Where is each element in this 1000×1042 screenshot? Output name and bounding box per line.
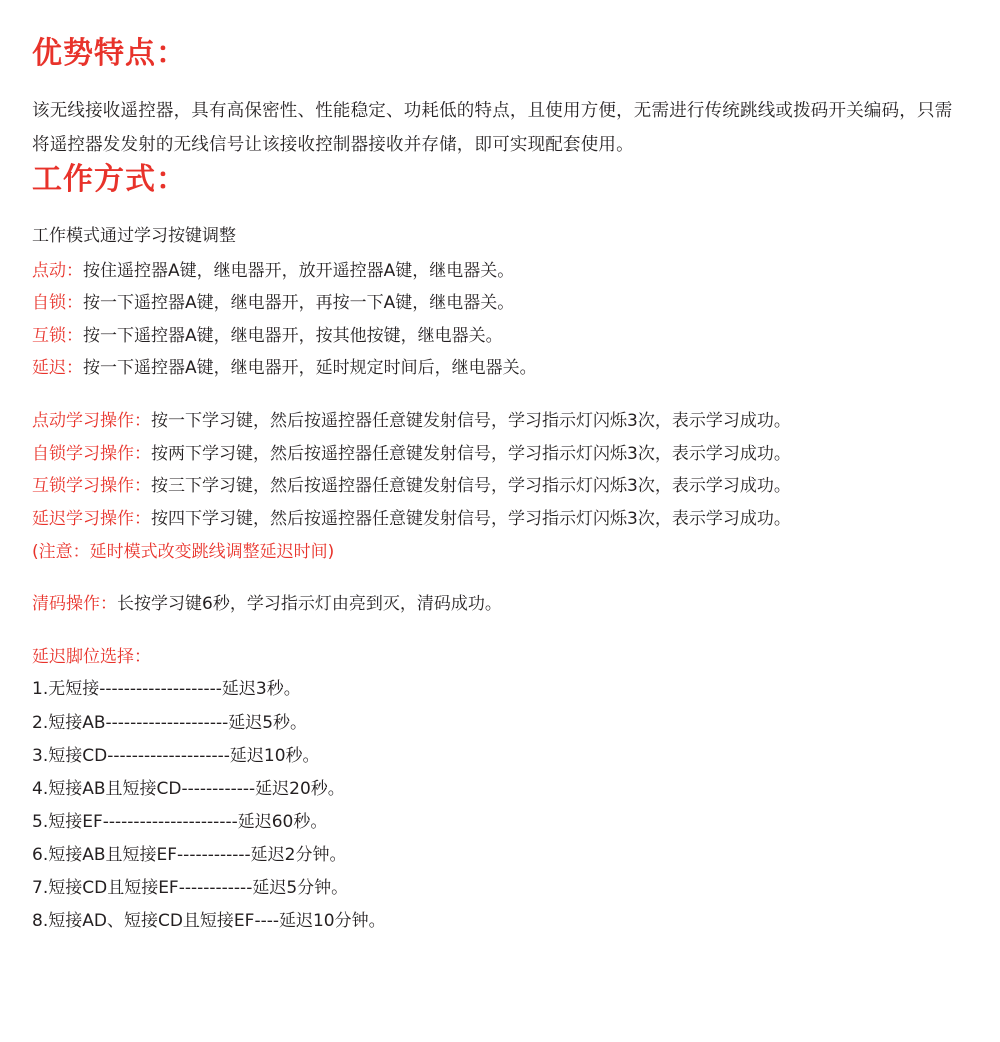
- pin-name: 短接CD且短接EF: [48, 878, 179, 899]
- learning-operation-text: 按四下学习键，然后按遥控器任意键发射信号，学习指示灯闪烁3次，表示学习成功。: [151, 508, 791, 529]
- pin-name: 短接CD: [48, 745, 108, 766]
- clear-code-operation: [32, 588, 968, 621]
- learning-operation-label: 自锁学习操作：: [32, 443, 151, 464]
- mode-item: [32, 287, 968, 320]
- learning-operation-label: 互锁学习操作：: [32, 476, 151, 497]
- pin-name: 短接AD、短接CD且短接EF: [48, 911, 255, 932]
- learning-operation-text: 按两下学习键，然后按遥控器任意键发射信号，学习指示灯闪烁3次，表示学习成功。: [151, 443, 791, 464]
- advantages-section-title: 优势特点：: [32, 36, 187, 71]
- mode-text: 按一下遥控器A键，继电器开，再按一下A键，继电器关。: [83, 293, 515, 314]
- pin-dashes: ------------: [178, 878, 253, 899]
- pin-result: 延迟3秒。: [221, 679, 301, 700]
- mode-text: 按一下遥控器A键，继电器开，延时规定时间后，继电器关。: [83, 358, 537, 379]
- mode-label: 互锁：: [32, 325, 83, 346]
- pin-result: 延迟2分钟。: [250, 845, 347, 866]
- working-mode-intro: 工作模式通过学习按键调整: [32, 226, 236, 247]
- pin-item: [32, 740, 968, 773]
- pin-name: 短接EF: [48, 811, 103, 832]
- pin-index: 7.: [32, 878, 49, 899]
- spacer: [32, 385, 968, 405]
- mode-label: 延迟：: [32, 358, 83, 379]
- mode-text: 按一下遥控器A键，继电器开，按其他按键，继电器关。: [83, 325, 503, 346]
- working-mode-section-title: 工作方式：: [32, 162, 187, 198]
- pin-index: 2.: [32, 712, 49, 733]
- pin-dashes: --------------------: [105, 712, 229, 733]
- pin-selection-list: [32, 673, 968, 938]
- pin-index: 1.: [32, 679, 49, 700]
- pin-result: 延迟20秒。: [255, 778, 345, 799]
- pin-result: 延迟5秒。: [228, 712, 308, 733]
- advantages-paragraph: 该无线接收遥控器，具有高保密性、性能稳定、功耗低的特点，且使用方便，无需进行传统跳线或拨码开关编码，只需将遥控器发发射的无线信号让该接收控制器接收并存储，即可实现配套使用。: [32, 101, 953, 156]
- mode-label: 自锁：: [32, 293, 83, 314]
- pin-name: 无短接: [48, 679, 100, 700]
- pin-selection-title: 延迟脚位选择：: [32, 646, 151, 667]
- mode-item: [32, 352, 968, 385]
- pin-index: 3.: [32, 745, 49, 766]
- mode-item: [32, 255, 968, 288]
- learning-operation-item: [32, 470, 968, 503]
- clear-code-label: 清码操作：: [32, 594, 117, 615]
- pin-dashes: ----------------------: [102, 811, 238, 832]
- learning-operation-item: [32, 503, 968, 536]
- pin-dashes: --------------------: [99, 679, 222, 700]
- pin-index: 6.: [32, 845, 49, 866]
- mode-label: 点动：: [32, 260, 83, 281]
- pin-name: 短接AB: [48, 712, 106, 733]
- pin-item: [32, 673, 968, 706]
- learning-operation-item: [32, 438, 968, 471]
- pin-item: [32, 839, 968, 872]
- delay-mode-note: (注意：延时模式改变跳线调整延迟时间): [32, 541, 335, 562]
- mode-list: [32, 255, 968, 386]
- mode-text: 按住遥控器A键，继电器开，放开遥控器A键，继电器关。: [83, 260, 515, 281]
- pin-dashes: ----: [254, 911, 279, 932]
- pin-item: [32, 872, 968, 905]
- pin-result: 延迟60秒。: [237, 811, 328, 832]
- pin-item: [32, 905, 968, 938]
- pin-result: 延迟10秒。: [229, 745, 320, 766]
- learning-operation-text: 按一下学习键，然后按遥控器任意键发射信号，学习指示灯闪烁3次，表示学习成功。: [151, 411, 791, 432]
- mode-item: [32, 320, 968, 353]
- pin-dashes: ------------: [177, 845, 251, 866]
- pin-item: [32, 806, 968, 839]
- pin-dashes: --------------------: [107, 745, 230, 766]
- clear-code-text: 长按学习键6秒，学习指示灯由亮到灭，清码成功。: [117, 594, 502, 615]
- learning-operation-label: 延迟学习操作：: [32, 508, 151, 529]
- pin-name: 短接AB且短接EF: [48, 845, 178, 866]
- pin-index: 4.: [32, 778, 49, 799]
- pin-index: 8.: [32, 911, 49, 932]
- spacer: [32, 621, 968, 641]
- spacer: [32, 568, 968, 588]
- learning-operation-text: 按三下学习键，然后按遥控器任意键发射信号，学习指示灯闪烁3次，表示学习成功。: [151, 476, 791, 497]
- pin-index: 5.: [32, 811, 49, 832]
- pin-name: 短接AB且短接CD: [48, 778, 182, 799]
- pin-result: 延迟5分钟。: [252, 878, 349, 899]
- pin-item: [32, 773, 968, 806]
- pin-item: [32, 707, 968, 740]
- learning-operation-item: [32, 405, 968, 438]
- pin-result: 延迟10分钟。: [278, 911, 386, 932]
- learning-operations-list: [32, 405, 968, 568]
- pin-dashes: ------------: [181, 778, 256, 799]
- learning-operation-label: 点动学习操作：: [32, 411, 151, 432]
